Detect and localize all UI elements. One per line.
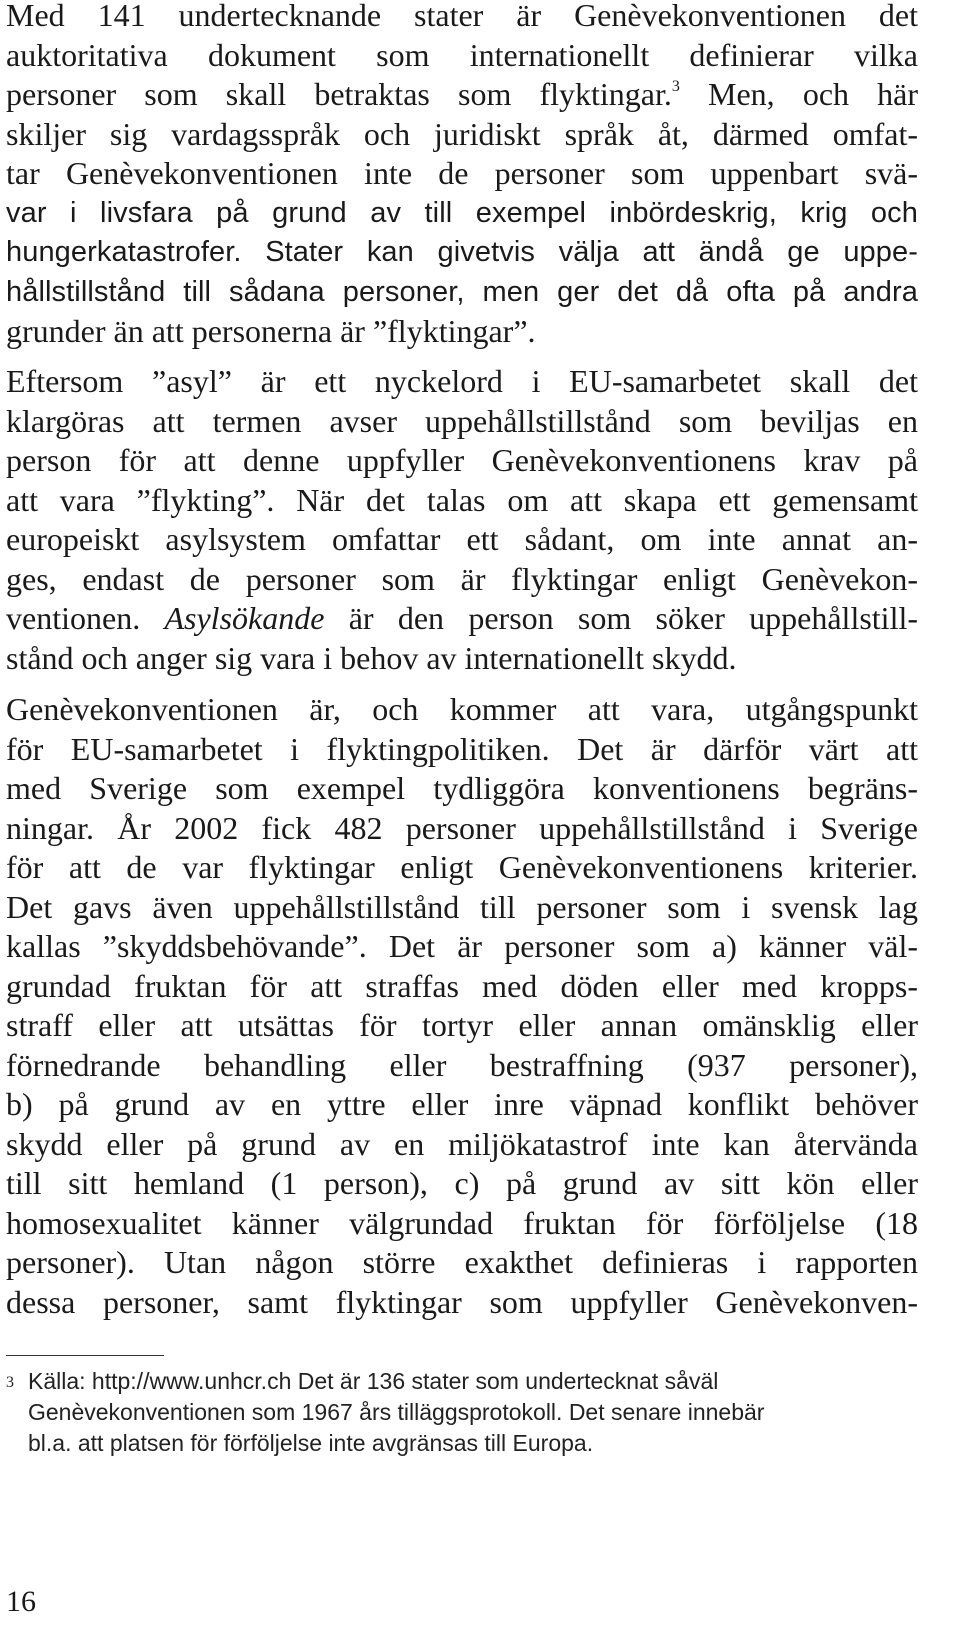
text-line: grunder än att personerna är ”flyktingar”. [6, 313, 536, 349]
footnote [6, 1366, 906, 1459]
italic-term: Asylsökande [164, 600, 325, 636]
text-segment: är den person som söker uppehållstill- [324, 600, 918, 636]
text-line: homosexualitet känner välgrundad fruktan för förföljelse (18 [6, 1204, 918, 1241]
text-line: auktoritativa dokument som internationellt definierar vilka [6, 36, 918, 73]
text-segment: ventionen. [6, 600, 141, 636]
paragraph-2 [6, 362, 918, 678]
text-line: hållstillstånd till sådana personer, men ger det då ofta på andra [6, 275, 918, 308]
text-line: europeiskt asylsystem omfattar ett sådant, om inte annat an- [6, 521, 918, 557]
paragraph-1 [6, 0, 918, 352]
text-line: stånd och anger sig vara i behov av internationellt skydd. [6, 639, 737, 676]
text-line: tar Genèvekonventionen inte de personer som uppenbart svä- [6, 155, 918, 191]
footnote-number: 3 [6, 1374, 14, 1391]
text-line: b) på grund av en yttre eller inre väpnad konflikt behöver [6, 1086, 918, 1122]
text-line: förnedrande behandling eller bestraffning (937 personer), [6, 1046, 918, 1083]
text-line: Med 141 undertecknande stater är Genèvekonventionen det [6, 0, 918, 33]
text-line: person för att denne uppfyller Genèvekonventionens krav på [6, 442, 918, 478]
text-segment: personer som skall betraktas som flyktingar. [6, 76, 672, 112]
text-line: skydd eller på grund av en miljökatastrof inte kan återvända [6, 1125, 918, 1162]
footnote-line: bl.a. att platsen för förföljelse inte avgränsas till Europa. [28, 1430, 594, 1456]
paragraph-3 [6, 690, 918, 1322]
text-line: ningar. År 2002 fick 482 personer uppehållstillstånd i Sverige [6, 809, 918, 846]
text-line: kallas ”skyddsbehövande”. Det är personer som a) känner väl- [6, 928, 918, 964]
text-line: dessa personer, samt flyktingar som uppfyller Genèvekonven- [6, 1283, 918, 1320]
text-line: personer). Utan någon större exakthet definieras i rapporten [6, 1244, 918, 1280]
text-line: för EU-samarbetet i flyktingpolitiken. Det är därför värt att [6, 730, 918, 767]
text-line: var i livsfara på grund av till exempel inbördeskrig, krig och [6, 196, 918, 229]
footnote-divider [6, 1355, 164, 1356]
footnote-line: Källa: http://www.unhcr.ch Det är 136 stater som undertecknat såväl [28, 1368, 719, 1394]
text-line: straff eller att utsättas för tortyr eller annan omänsklig eller [6, 1007, 918, 1043]
text-line: skiljer sig vardagsspråk och juridiskt språk åt, därmed omfat- [6, 115, 918, 152]
footnote-line: Genèvekonventionen som 1967 års tilläggsprotokoll. Det senare innebär [28, 1399, 765, 1425]
page-number: 16 [6, 1585, 36, 1618]
footnote-reference[interactable]: 3 [671, 78, 680, 95]
text-line: grundad fruktan för att straffas med döden eller med kropps- [6, 967, 918, 1004]
text-line: till sitt hemland (1 person), c) på grund av sitt kön eller [6, 1165, 918, 1201]
text-line: för att de var flyktingar enligt Genèvekonventionens kriterier. [6, 849, 918, 885]
text-segment: Men, och här [679, 76, 919, 112]
text-line: med Sverige som exempel tydliggöra konventionens begräns- [6, 770, 918, 806]
footnote-body [28, 1366, 906, 1459]
text-line: Genèvekonventionen är, och kommer att vara, utgångspunkt [6, 691, 918, 727]
text-line: ges, endast de personer som är flyktingar enligt Genèvekon- [6, 560, 918, 597]
text-line: Eftersom ”asyl” är ett nyckelord i EU-samarbetet skall det [6, 363, 918, 399]
text-line-with-footnote [6, 75, 918, 115]
text-line: Det gavs även uppehållstillstånd till personer som i svensk lag [6, 888, 918, 925]
text-line: att vara ”flykting”. När det talas om att skapa ett gemensamt [6, 481, 918, 518]
text-line: klargöras att termen avser uppehållstillstånd som beviljas en [6, 402, 918, 439]
text-line-with-italic [6, 599, 918, 639]
text-line: hungerkatastrofer. Stater kan givetvis välja att ändå ge uppe- [6, 236, 918, 268]
